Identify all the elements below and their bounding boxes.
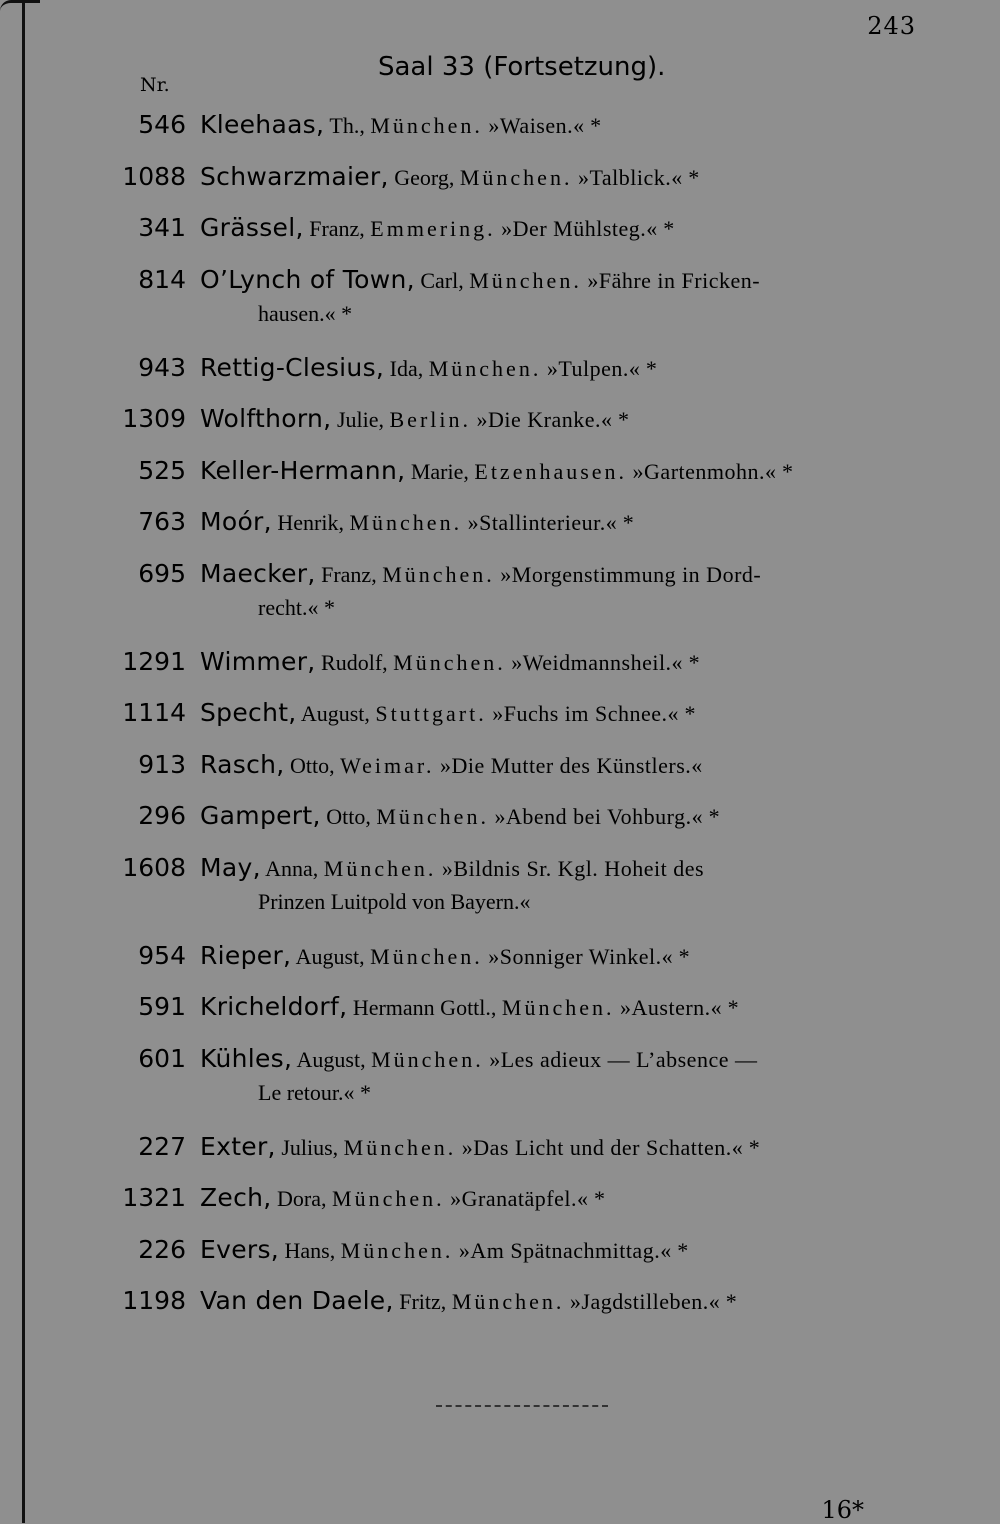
asterisk-mark: * bbox=[727, 995, 739, 1020]
entry-number: 601 bbox=[138, 1043, 186, 1073]
entry-number: 227 bbox=[138, 1131, 186, 1161]
catalog-entry bbox=[0, 450, 1000, 502]
entry-number: 591 bbox=[138, 992, 186, 1021]
entry-number: 296 bbox=[138, 801, 186, 830]
catalog-entry bbox=[0, 744, 1000, 796]
entry-number: 546 bbox=[138, 110, 186, 139]
artist-name: Zech, bbox=[200, 1183, 272, 1212]
artist-name: Grässel, bbox=[200, 213, 304, 242]
city-name: München. bbox=[469, 267, 582, 293]
given-name: August, bbox=[295, 943, 365, 969]
artwork-title: »Fähre in Fricken- bbox=[587, 267, 761, 293]
entry-text bbox=[200, 450, 916, 490]
given-name: Georg, bbox=[394, 164, 455, 190]
artist-name: Rettig-Clesius, bbox=[200, 352, 385, 382]
asterisk-mark: * bbox=[725, 1289, 737, 1314]
asterisk-mark: * bbox=[782, 458, 794, 484]
entry-continuation: recht.« * bbox=[258, 594, 335, 620]
catalog-entry bbox=[0, 935, 1000, 987]
entry-text bbox=[200, 744, 916, 784]
city-name: München. bbox=[382, 561, 495, 587]
entry-number: 1309 bbox=[122, 404, 186, 433]
entry-number: 1291 bbox=[122, 646, 186, 676]
city-name: München. bbox=[501, 995, 615, 1020]
given-name: Marie, bbox=[410, 458, 469, 484]
entry-text bbox=[200, 553, 916, 626]
artist-name: Rieper, bbox=[200, 940, 292, 970]
given-name: Anna, bbox=[265, 855, 319, 881]
given-name: Franz, bbox=[309, 216, 365, 241]
asterisk-mark: * bbox=[688, 164, 700, 190]
artist-name: May, bbox=[200, 852, 261, 882]
asterisk-mark: * bbox=[622, 510, 634, 535]
page-corner-curl bbox=[0, 0, 40, 11]
entry-number: 226 bbox=[138, 1234, 186, 1264]
artwork-title: »Die Mutter des Künstlers.« bbox=[440, 752, 703, 778]
asterisk-mark: * bbox=[684, 701, 696, 726]
artist-name: O’Lynch of Town, bbox=[200, 264, 415, 294]
given-name: Ida, bbox=[389, 355, 424, 381]
catalog-entry bbox=[0, 553, 1000, 641]
artist-name: Evers, bbox=[200, 1234, 280, 1264]
artwork-title: »Morgenstimmung in Dord- bbox=[500, 561, 762, 587]
artist-name: Schwarzmaier, bbox=[200, 161, 389, 191]
asterisk-mark: * bbox=[645, 355, 657, 381]
artwork-title: »Am Spätnachmittag.« bbox=[458, 1237, 672, 1263]
catalog-entry bbox=[0, 104, 1000, 156]
catalog-entry bbox=[0, 641, 1000, 693]
entry-text bbox=[200, 692, 916, 732]
city-name: München. bbox=[349, 510, 463, 535]
given-name: Otto, bbox=[326, 804, 371, 829]
given-name: August, bbox=[300, 701, 370, 726]
catalog-entry bbox=[0, 347, 1000, 399]
catalog-entry bbox=[0, 1038, 1000, 1126]
artwork-title: »Abend bei Vohburg.« bbox=[494, 804, 704, 829]
city-name: München. bbox=[343, 1134, 457, 1160]
asterisk-mark: * bbox=[708, 804, 720, 829]
city-name: München. bbox=[451, 1289, 565, 1314]
entry-number: 913 bbox=[138, 749, 186, 779]
city-name: München. bbox=[323, 855, 437, 881]
entry-number: 763 bbox=[138, 507, 186, 536]
artwork-title: »Granatäpfel.« bbox=[450, 1186, 589, 1211]
city-name: München. bbox=[332, 1186, 445, 1211]
city-name: München. bbox=[370, 943, 483, 969]
artist-name: Specht, bbox=[200, 698, 297, 727]
entry-text bbox=[200, 641, 916, 681]
artwork-title: »Talblick.« bbox=[577, 164, 683, 190]
given-name: Carl, bbox=[420, 267, 464, 293]
artwork-title: »Waisen.« bbox=[488, 113, 585, 138]
entry-text bbox=[200, 1126, 916, 1166]
artwork-title: »Tulpen.« bbox=[546, 355, 641, 381]
entry-text bbox=[200, 1280, 916, 1320]
catalog-entry bbox=[0, 692, 1000, 744]
artwork-title: »Weidmannsheil.« bbox=[511, 649, 684, 675]
entry-continuation: Prinzen Luitpold von Bayern.« bbox=[258, 888, 531, 914]
city-name: München. bbox=[370, 113, 483, 138]
given-name: August, bbox=[296, 1046, 366, 1072]
artist-name: Rasch, bbox=[200, 749, 285, 779]
artwork-title: »Stallinterieur.« bbox=[467, 510, 618, 535]
asterisk-mark: * bbox=[748, 1134, 760, 1160]
artwork-title: »Austern.« bbox=[620, 995, 723, 1020]
catalog-entry bbox=[0, 1126, 1000, 1178]
entry-text bbox=[200, 207, 916, 247]
entry-text bbox=[200, 104, 916, 144]
entry-continuation: Le retour.« * bbox=[258, 1079, 372, 1105]
given-name: Hans, bbox=[284, 1237, 336, 1263]
entry-number: 1608 bbox=[122, 852, 186, 882]
artwork-title: »Jagdstilleben.« bbox=[569, 1289, 721, 1314]
asterisk-mark: * bbox=[590, 113, 602, 138]
catalog-entry bbox=[0, 986, 1000, 1038]
entry-text bbox=[200, 935, 916, 975]
city-name: München. bbox=[371, 1046, 484, 1072]
asterisk-mark: * bbox=[688, 649, 700, 675]
entry-text bbox=[200, 1038, 916, 1111]
catalog-entry bbox=[0, 501, 1000, 553]
city-name: München. bbox=[459, 164, 573, 190]
entry-number: 1114 bbox=[122, 698, 186, 727]
asterisk-mark: * bbox=[678, 943, 690, 969]
artist-name: Kricheldorf, bbox=[200, 992, 348, 1021]
signature-mark: 16* bbox=[821, 1496, 864, 1524]
entry-text bbox=[200, 795, 916, 835]
entry-text bbox=[200, 398, 916, 438]
catalog-entry bbox=[0, 1229, 1000, 1281]
catalog-entry bbox=[0, 207, 1000, 259]
artist-name: Gampert, bbox=[200, 801, 321, 830]
end-rule bbox=[436, 1405, 608, 1407]
catalog-entry bbox=[0, 259, 1000, 347]
given-name: Julie, bbox=[336, 407, 384, 432]
artwork-title: »Das Licht und der Schatten.« bbox=[461, 1134, 744, 1160]
entry-text bbox=[200, 1229, 916, 1269]
artwork-title: »Der Mühlsteg.« bbox=[501, 216, 658, 241]
artist-name: Kleehaas, bbox=[200, 110, 325, 139]
entry-number: 341 bbox=[138, 213, 186, 242]
artist-name: Wimmer, bbox=[200, 646, 316, 676]
entry-number: 1088 bbox=[122, 161, 186, 191]
given-name: Th., bbox=[329, 113, 365, 138]
artwork-title: »Bildnis Sr. Kgl. Hoheit des bbox=[441, 855, 705, 881]
entry-number: 814 bbox=[138, 264, 186, 294]
entry-text bbox=[200, 847, 916, 920]
catalog-entry bbox=[0, 795, 1000, 847]
artist-name: Kühles, bbox=[200, 1043, 293, 1073]
city-name: München. bbox=[340, 1237, 454, 1263]
entry-number: 695 bbox=[138, 558, 186, 588]
entry-number: 525 bbox=[138, 455, 186, 485]
catalog-entry bbox=[0, 1280, 1000, 1332]
city-name: Stuttgart. bbox=[375, 701, 487, 726]
city-name: Etzenhausen. bbox=[474, 458, 628, 484]
catalog-entry bbox=[0, 847, 1000, 935]
asterisk-mark: * bbox=[618, 407, 630, 432]
artwork-title: »Sonniger Winkel.« bbox=[488, 943, 674, 969]
entry-number: 1198 bbox=[122, 1286, 186, 1315]
entry-text bbox=[200, 259, 916, 332]
given-name: Rudolf, bbox=[321, 649, 388, 675]
given-name: Henrik, bbox=[277, 510, 344, 535]
artist-name: Maecker, bbox=[200, 558, 316, 588]
artwork-title: »Gartenmohn.« bbox=[632, 458, 777, 484]
catalog-entry bbox=[0, 1177, 1000, 1229]
artist-name: Van den Daele, bbox=[200, 1286, 394, 1315]
entry-continuation: hausen.« * bbox=[258, 300, 353, 326]
entry-number: 1321 bbox=[122, 1183, 186, 1212]
catalog-entry bbox=[0, 398, 1000, 450]
entry-number: 943 bbox=[138, 352, 186, 382]
entry-text bbox=[200, 1177, 916, 1217]
page-number: 243 bbox=[867, 12, 916, 40]
artwork-title: »Les adieux — L’absence — bbox=[489, 1046, 758, 1072]
artist-name: Wolfthorn, bbox=[200, 404, 332, 433]
entry-text bbox=[200, 501, 916, 541]
city-name: München. bbox=[428, 355, 542, 381]
given-name: Dora, bbox=[277, 1186, 327, 1211]
artist-name: Exter, bbox=[200, 1131, 276, 1161]
given-name: Julius, bbox=[281, 1134, 339, 1160]
artwork-title: »Die Kranke.« bbox=[476, 407, 613, 432]
entry-number: 954 bbox=[138, 940, 186, 970]
city-name: Berlin. bbox=[389, 407, 471, 432]
given-name: Fritz, bbox=[399, 1289, 447, 1314]
artist-name: Keller-Hermann, bbox=[200, 455, 406, 485]
asterisk-mark: * bbox=[677, 1237, 689, 1263]
city-name: Weimar. bbox=[340, 752, 435, 778]
hall-title: Saal 33 (Fortsetzung). bbox=[378, 52, 666, 82]
city-name: München. bbox=[393, 649, 506, 675]
given-name: Franz, bbox=[321, 561, 377, 587]
artist-name: Moór, bbox=[200, 507, 272, 536]
catalog-entries-list bbox=[0, 104, 1000, 1332]
entry-text bbox=[200, 156, 916, 196]
city-name: München. bbox=[376, 804, 489, 829]
given-name: Hermann Gottl., bbox=[352, 995, 497, 1020]
artwork-title: »Fuchs im Schnee.« bbox=[492, 701, 680, 726]
number-column-label: Nr. bbox=[140, 74, 170, 96]
catalog-entry bbox=[0, 156, 1000, 208]
asterisk-mark: * bbox=[593, 1186, 605, 1211]
entry-text bbox=[200, 986, 916, 1026]
city-name: Emmering. bbox=[370, 216, 496, 241]
entry-text bbox=[200, 347, 916, 387]
given-name: Otto, bbox=[290, 752, 335, 778]
asterisk-mark: * bbox=[663, 216, 675, 241]
